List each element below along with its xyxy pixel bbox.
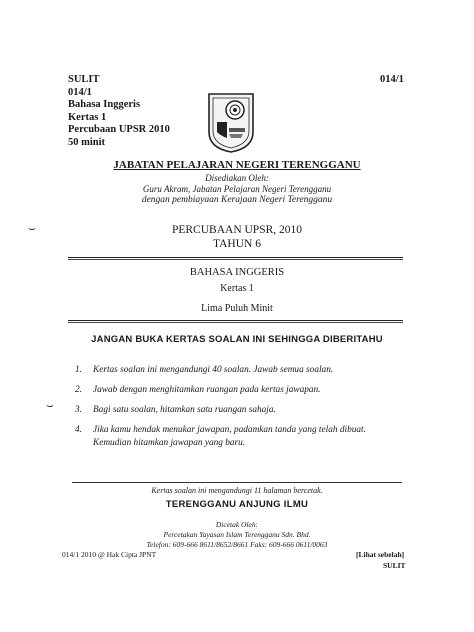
funding-note: dengan pembiayaan Kerajaan Negeri Terengganu — [141, 195, 333, 205]
tick-mark-icon: ⌣ — [28, 221, 36, 235]
prepared-by-label: Disediakan Oleh: — [205, 173, 269, 183]
subject-label: Bahasa Inggeris — [68, 99, 141, 111]
paper-code-right: 014/1 — [380, 74, 404, 85]
warning-text: JANGAN BUKA KERTAS SOALAN INI SEHINGGA DIBERITAHU — [91, 334, 383, 345]
tick-mark-icon: ⌣ — [46, 398, 54, 412]
instruction-text: Kertas soalan ini mengandungi 40 soalan. Jawab semua soalan. — [93, 365, 334, 375]
instruction-number: 2. — [75, 385, 82, 395]
instruction-item — [75, 424, 405, 452]
paper-label: Kertas 1 — [68, 111, 107, 123]
classification-footer: SULIT — [383, 561, 406, 570]
jpnt-crest-icon — [205, 92, 257, 154]
exam-duration: Lima Puluh Minit — [201, 303, 273, 314]
preparer-name: Guru Akram, Jabatan Pelajaran Negeri Terengganu — [142, 184, 332, 194]
instruction-text: Jawab dengan menghitamkan ruangan pada kertas jawapan. — [93, 385, 321, 395]
header-block — [68, 74, 170, 150]
divider-line — [68, 259, 403, 260]
turn-over-note: [Lihat sebelah] — [356, 550, 405, 559]
copyright-note: 014/1 2010 @ Hak Cipta JPNT — [62, 550, 157, 559]
printer-contact: Telefon: 609-666 8611/8652/8661 Faks: 609-666 0611/0063 — [146, 540, 328, 549]
printed-by-label: Dicetak Oleh: — [215, 520, 259, 529]
instruction-number: 1. — [75, 365, 82, 375]
instruction-text: Jika kamu hendak menukar jawapan, padamkan tanda yang telah dibuat. Kemudian hitamkan jawapan yang baru. — [93, 425, 366, 448]
printer-name: Percetakan Yayasan Islam Terengganu Sdn. Bhd. — [163, 530, 311, 539]
divider-line — [68, 257, 403, 258]
classification-label: SULIT — [68, 74, 100, 85]
instruction-number: 4. — [75, 425, 82, 435]
agency-name: JABATAN PELAJARAN NEGERI TERENGGANU — [113, 159, 361, 171]
paper-code: 014/1 — [68, 86, 92, 98]
instruction-number: 3. — [75, 405, 82, 415]
exam-year: TAHUN 6 — [213, 238, 261, 250]
instruction-text: Bagi satu soalan, hitamkan satu ruangan sahaja. — [93, 405, 276, 415]
divider-line — [68, 322, 403, 323]
motto-text: TERENGGANU ANJUNG ILMU — [165, 499, 309, 510]
duration-label: 50 minit — [68, 136, 106, 148]
exam-subject: BAHASA INGGERIS — [189, 267, 285, 278]
exam-paper: Kertas 1 — [220, 283, 254, 294]
exam-label: Percubaan UPSR 2010 — [68, 124, 170, 136]
exam-title: PERCUBAAN UPSR, 2010 — [171, 224, 303, 236]
pages-note: Kertas soalan ini mengandungi 11 halaman bercetak. — [151, 486, 323, 495]
divider-line — [72, 482, 402, 483]
divider-line — [68, 320, 403, 321]
